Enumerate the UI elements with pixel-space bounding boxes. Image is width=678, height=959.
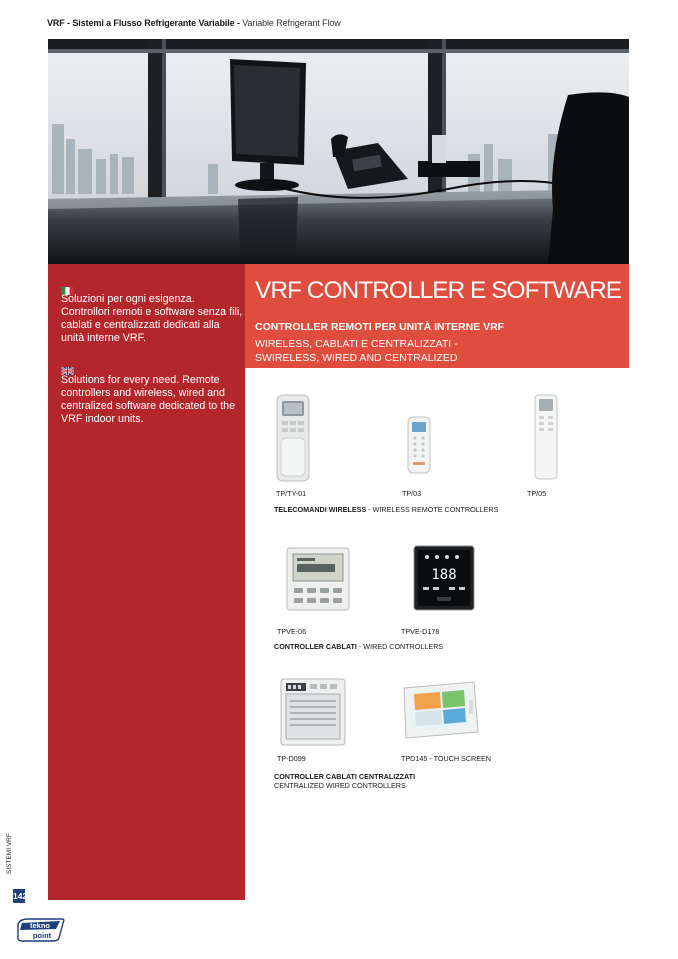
product-label: TP/TY-01 — [276, 489, 307, 498]
section-caption-bold: TELECOMANDI WIRELESS — [274, 505, 367, 514]
section-caption-centralized — [274, 772, 415, 781]
product-label: TP/03 — [402, 489, 422, 498]
central-controller-tp-d099-image — [280, 678, 346, 751]
product-label: TPD145 - TOUCH SCREEN — [401, 754, 491, 763]
remote-tp-ty-01-image — [276, 394, 310, 487]
header-separator: - — [234, 18, 243, 28]
page-header — [47, 18, 341, 28]
svg-text:tekno: tekno — [29, 921, 51, 930]
page-number: 142 — [13, 891, 28, 901]
header-brand: VRF — [47, 18, 65, 28]
left-red-panel — [48, 264, 245, 900]
svg-text:point: point — [32, 931, 52, 940]
header-title-it: Sistemi a Flusso Refrigerante Variabile — [72, 18, 235, 28]
section-caption-wireless — [274, 505, 498, 514]
subtitle-it: CONTROLLER REMOTI PER UNITÀ INTERNE VRF — [255, 321, 505, 333]
product-label: TP/05 — [527, 489, 547, 498]
product-label: TPVE-D178 — [401, 627, 440, 636]
office-desk-illustration — [48, 39, 629, 264]
page-title: VRF CONTROLLER E SOFTWARE — [255, 277, 622, 304]
remote-tp-05-image — [534, 394, 558, 485]
section-caption-rest: - WIRELESS REMOTE CONTROLLERS — [366, 505, 499, 514]
product-label: TP-D099 — [277, 754, 306, 763]
italian-flag-icon — [61, 282, 74, 290]
section-caption-bold: CONTROLLER CABLATI CENTRALIZZATI — [274, 772, 416, 781]
section-caption-bold: CONTROLLER CABLATI — [274, 642, 357, 651]
wired-controller-tpve-d178-image — [413, 545, 475, 616]
hero-office-photo — [48, 39, 629, 264]
touch-screen-tpd145-image — [400, 680, 480, 745]
lcd-readout: 188 — [431, 567, 457, 583]
subtitle-line-2: WIRELESS, CABLATI E CENTRALIZZATI - — [255, 338, 458, 350]
section-caption-wired — [274, 642, 443, 651]
section-caption-centralized-en: CENTRALIZED WIRED CONTROLLERS — [274, 781, 406, 790]
section-caption-rest: - WIRED CONTROLLERS — [356, 642, 444, 651]
subtitle-line-3: SWIRELESS, WIRED AND CENTRALIZED — [255, 352, 458, 364]
intro-text-english: Solutions for every need. Remote controllers and wireless, wired and centralized software dedicated to the VRF indoor units. — [61, 374, 236, 425]
tekno-point-logo — [16, 918, 66, 947]
header-title-en: Variable Refrigerant Flow — [242, 18, 341, 28]
header-separator: - — [64, 18, 73, 28]
remote-tp-03-image — [407, 416, 431, 479]
product-label: TPVE-06 — [277, 627, 307, 636]
uk-flag-icon — [61, 362, 74, 370]
wired-controller-tpve-06-image — [286, 547, 350, 616]
intro-text-italian: Soluzioni per ogni esigenza. Controllori remoti e software senza fili, cablati e centralizzati dedicati alla unità interne VRF. — [61, 293, 243, 344]
side-section-label: SISTEMI VRF — [6, 833, 13, 874]
